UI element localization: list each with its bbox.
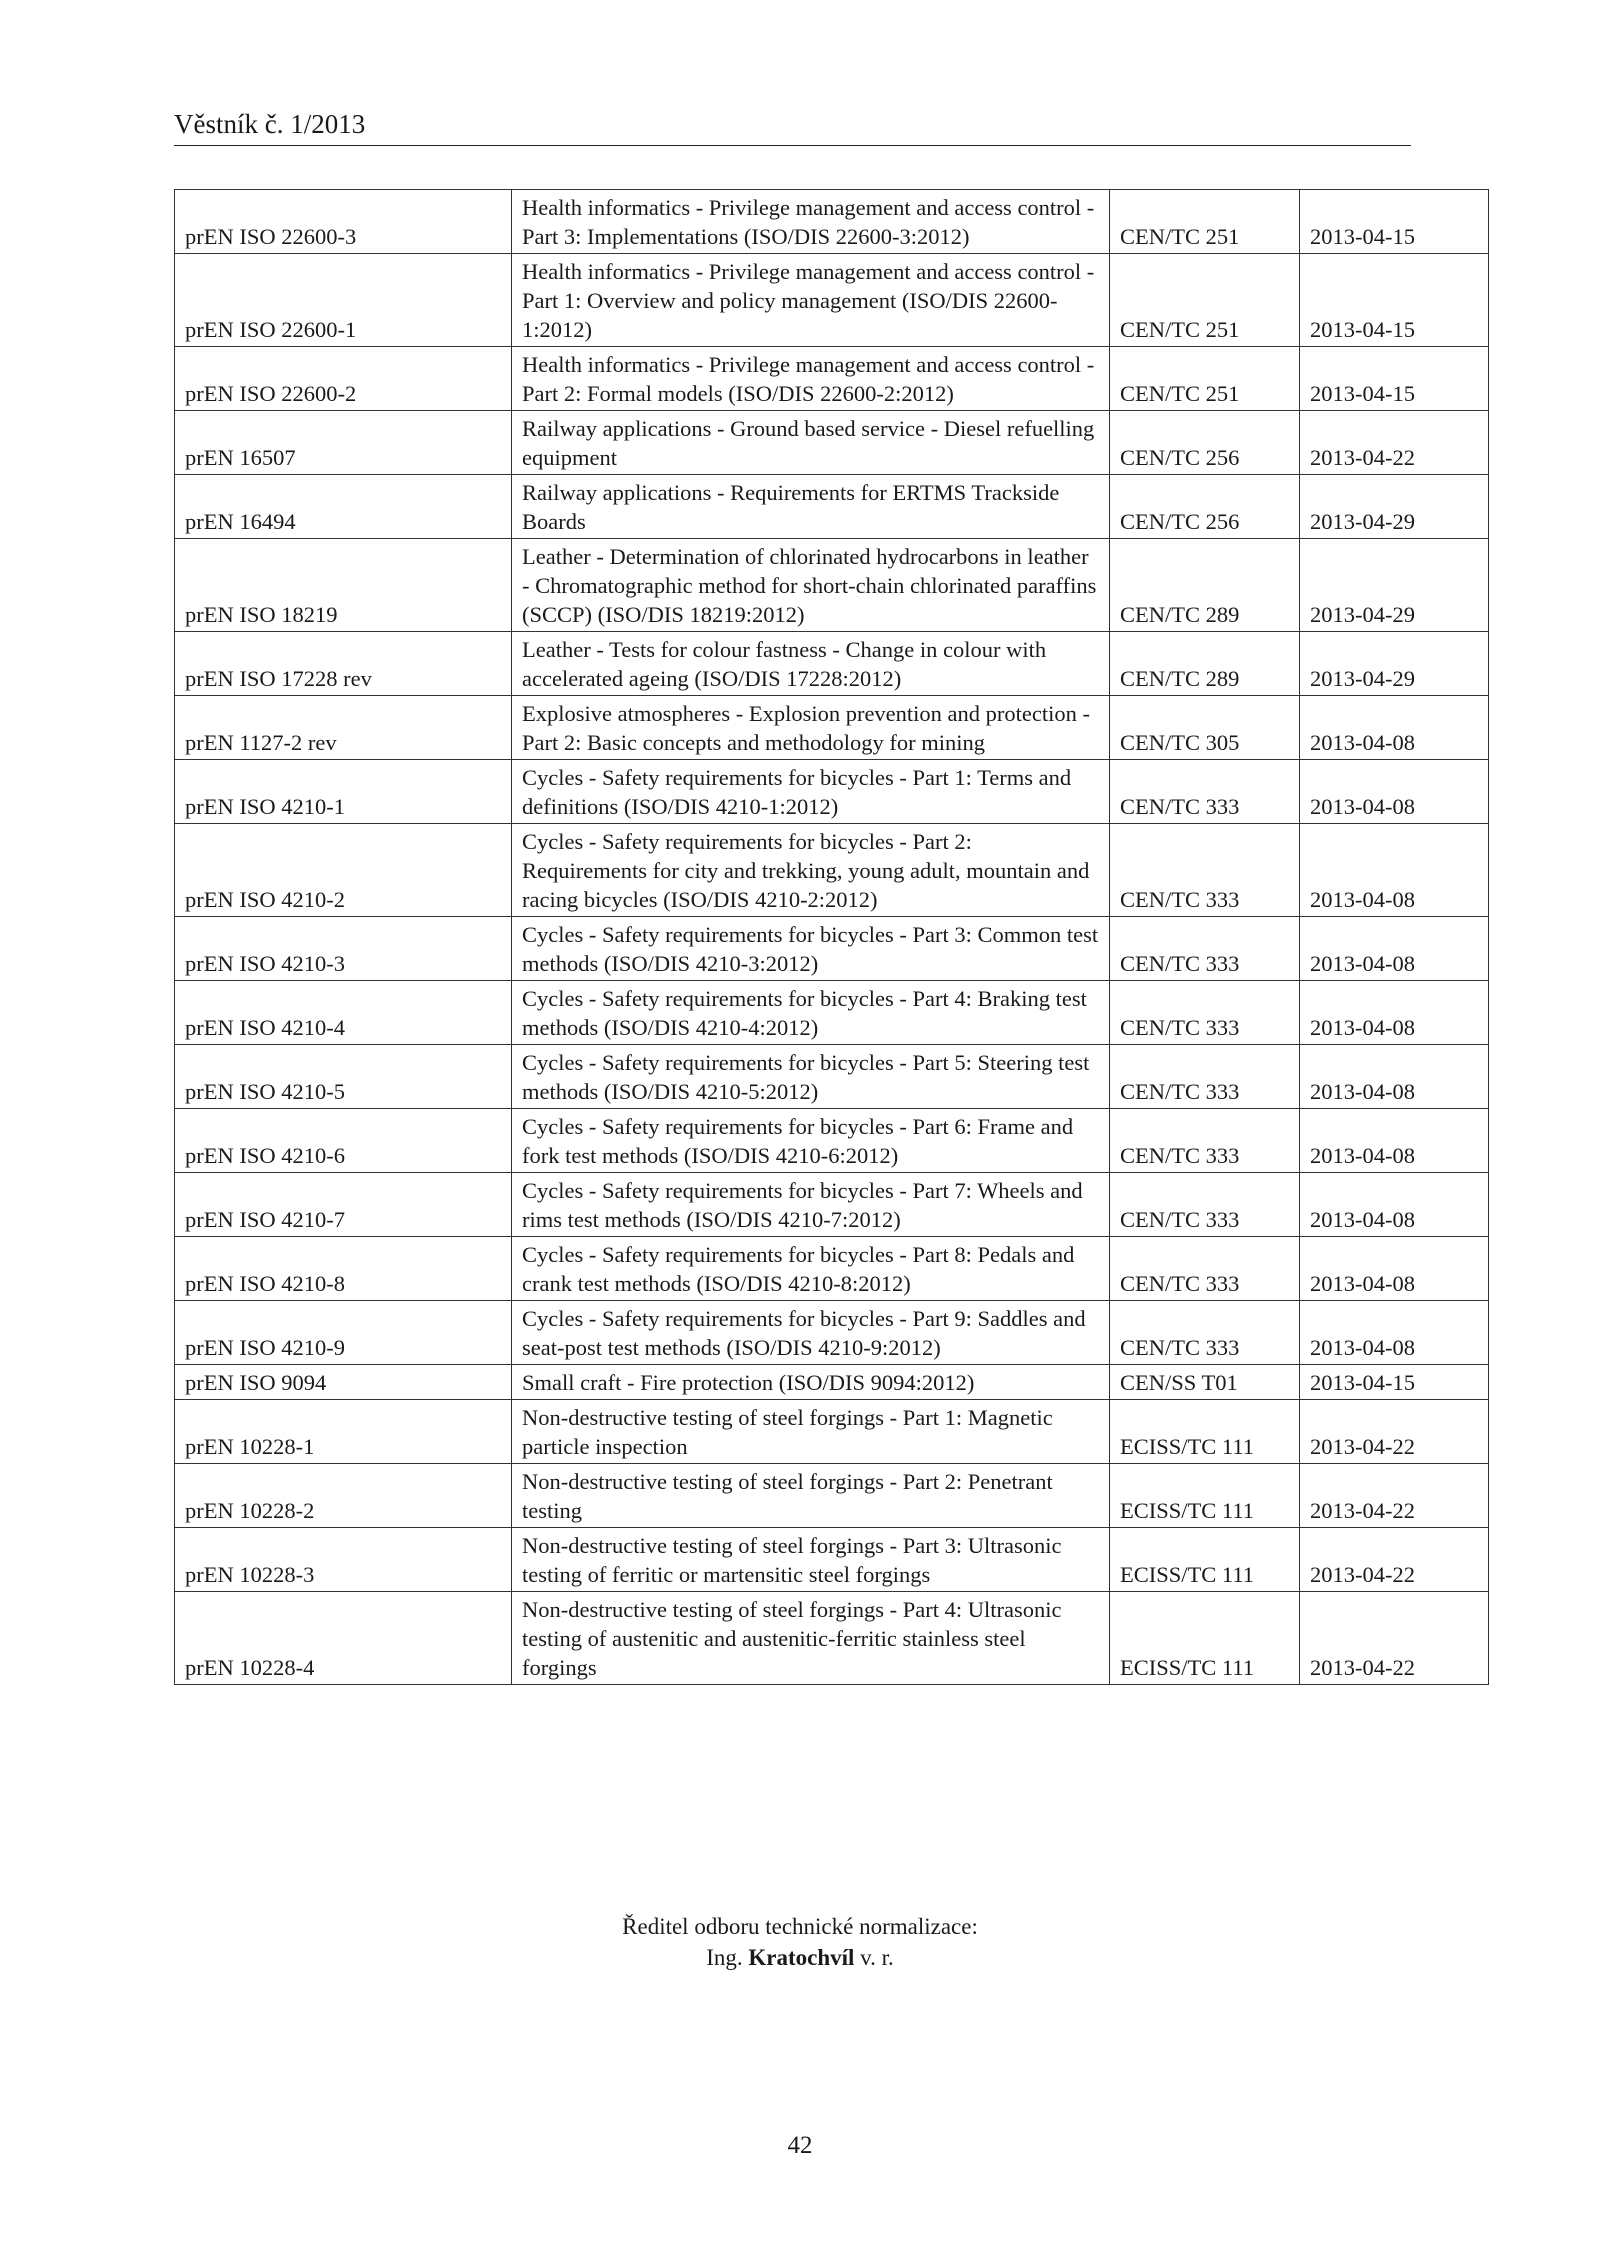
deadline-date-cell: 2013-04-08 — [1300, 696, 1489, 760]
standard-code-cell: prEN ISO 4210-7 — [175, 1173, 512, 1237]
table-row — [175, 1365, 1489, 1400]
deadline-date-cell: 2013-04-08 — [1300, 917, 1489, 981]
table-row — [175, 1173, 1489, 1237]
standard-code-cell: prEN 10228-3 — [175, 1528, 512, 1592]
table-row — [175, 347, 1489, 411]
table-row — [175, 1592, 1489, 1685]
technical-committee-cell: ECISS/TC 111 — [1110, 1528, 1300, 1592]
table-row — [175, 696, 1489, 760]
standard-title-cell: Non-destructive testing of steel forgings - Part 2: Penetrant testing — [512, 1464, 1110, 1528]
technical-committee-cell: CEN/TC 333 — [1110, 1045, 1300, 1109]
standard-code-cell: prEN 10228-4 — [175, 1592, 512, 1685]
technical-committee-cell: CEN/TC 305 — [1110, 696, 1300, 760]
standard-title-cell: Leather - Tests for colour fastness - Change in colour with accelerated ageing (ISO/DIS 17228:2012) — [512, 632, 1110, 696]
technical-committee-cell: CEN/TC 333 — [1110, 824, 1300, 917]
page-header-title: Věstník č. 1/2013 — [174, 109, 366, 139]
technical-committee-cell: ECISS/TC 111 — [1110, 1400, 1300, 1464]
standard-title-cell: Cycles - Safety requirements for bicycles - Part 9: Saddles and seat-post test methods (ISO/DIS 4210-9:2012) — [512, 1301, 1110, 1365]
table-row — [175, 1464, 1489, 1528]
signature-suffix: v. r. — [860, 1945, 894, 1970]
deadline-date-cell: 2013-04-22 — [1300, 1400, 1489, 1464]
deadline-date-cell: 2013-04-08 — [1300, 1237, 1489, 1301]
standard-title-cell: Cycles - Safety requirements for bicycles - Part 8: Pedals and crank test methods (ISO/DIS 4210-8:2012) — [512, 1237, 1110, 1301]
standard-code-cell: prEN ISO 4210-9 — [175, 1301, 512, 1365]
standard-code-cell: prEN ISO 4210-4 — [175, 981, 512, 1045]
signature-prefix: Ing. — [706, 1945, 743, 1970]
deadline-date-cell: 2013-04-22 — [1300, 1528, 1489, 1592]
deadline-date-cell: 2013-04-15 — [1300, 1365, 1489, 1400]
standard-title-cell: Leather - Determination of chlorinated hydrocarbons in leather - Chromatographic method for short-chain chlorinated paraffins (SCCP) (ISO/DIS 18219:2012) — [512, 539, 1110, 632]
deadline-date-cell: 2013-04-29 — [1300, 632, 1489, 696]
table-row — [175, 981, 1489, 1045]
standard-title-cell: Non-destructive testing of steel forgings - Part 4: Ultrasonic testing of austenitic and austenitic-ferritic stainless steel forgings — [512, 1592, 1110, 1685]
technical-committee-cell: CEN/TC 251 — [1110, 254, 1300, 347]
deadline-date-cell: 2013-04-15 — [1300, 190, 1489, 254]
table-row — [175, 1301, 1489, 1365]
table-row — [175, 632, 1489, 696]
standard-title-cell: Railway applications - Requirements for ERTMS Trackside Boards — [512, 475, 1110, 539]
technical-committee-cell: CEN/TC 333 — [1110, 917, 1300, 981]
standard-title-cell: Health informatics - Privilege management and access control - Part 3: Implementations (ISO/DIS 22600-3:2012) — [512, 190, 1110, 254]
deadline-date-cell: 2013-04-22 — [1300, 411, 1489, 475]
table-row — [175, 539, 1489, 632]
standard-title-cell: Non-destructive testing of steel forgings - Part 1: Magnetic particle inspection — [512, 1400, 1110, 1464]
technical-committee-cell: ECISS/TC 111 — [1110, 1464, 1300, 1528]
technical-committee-cell: CEN/TC 256 — [1110, 411, 1300, 475]
deadline-date-cell: 2013-04-15 — [1300, 254, 1489, 347]
deadline-date-cell: 2013-04-08 — [1300, 1301, 1489, 1365]
table-row — [175, 254, 1489, 347]
page-number: 42 — [787, 2132, 813, 2159]
standard-code-cell: prEN ISO 4210-6 — [175, 1109, 512, 1173]
standard-code-cell: prEN 10228-1 — [175, 1400, 512, 1464]
deadline-date-cell: 2013-04-22 — [1300, 1464, 1489, 1528]
standard-title-cell: Cycles - Safety requirements for bicycles - Part 1: Terms and definitions (ISO/DIS 4210-1:2012) — [512, 760, 1110, 824]
standard-code-cell: prEN 10228-2 — [175, 1464, 512, 1528]
deadline-date-cell: 2013-04-08 — [1300, 1045, 1489, 1109]
standard-code-cell: prEN ISO 22600-2 — [175, 347, 512, 411]
technical-committee-cell: CEN/TC 289 — [1110, 539, 1300, 632]
technical-committee-cell: CEN/TC 251 — [1110, 190, 1300, 254]
standard-code-cell: prEN ISO 4210-5 — [175, 1045, 512, 1109]
technical-committee-cell: CEN/TC 333 — [1110, 1237, 1300, 1301]
standard-title-cell: Cycles - Safety requirements for bicycles - Part 6: Frame and fork test methods (ISO/DIS 4210-6:2012) — [512, 1109, 1110, 1173]
standard-title-cell: Cycles - Safety requirements for bicycles - Part 5: Steering test methods (ISO/DIS 4210-5:2012) — [512, 1045, 1110, 1109]
technical-committee-cell: CEN/TC 333 — [1110, 1109, 1300, 1173]
standard-code-cell: prEN ISO 4210-8 — [175, 1237, 512, 1301]
technical-committee-cell: CEN/TC 251 — [1110, 347, 1300, 411]
deadline-date-cell: 2013-04-29 — [1300, 475, 1489, 539]
table-row — [175, 411, 1489, 475]
standard-title-cell: Railway applications - Ground based service - Diesel refuelling equipment — [512, 411, 1110, 475]
standard-code-cell: prEN ISO 4210-2 — [175, 824, 512, 917]
standard-title-cell: Cycles - Safety requirements for bicycles - Part 3: Common test methods (ISO/DIS 4210-3:2012) — [512, 917, 1110, 981]
table-row — [175, 475, 1489, 539]
standard-title-cell: Cycles - Safety requirements for bicycles - Part 7: Wheels and rims test methods (ISO/DIS 4210-7:2012) — [512, 1173, 1110, 1237]
deadline-date-cell: 2013-04-08 — [1300, 824, 1489, 917]
table-row — [175, 190, 1489, 254]
deadline-date-cell: 2013-04-22 — [1300, 1592, 1489, 1685]
table-row — [175, 1045, 1489, 1109]
deadline-date-cell: 2013-04-15 — [1300, 347, 1489, 411]
standard-title-cell: Health informatics - Privilege management and access control - Part 2: Formal models (ISO/DIS 22600-2:2012) — [512, 347, 1110, 411]
standard-title-cell: Cycles - Safety requirements for bicycles - Part 4: Braking test methods (ISO/DIS 4210-4:2012) — [512, 981, 1110, 1045]
deadline-date-cell: 2013-04-29 — [1300, 539, 1489, 632]
standards-table — [174, 189, 1489, 1685]
standard-code-cell: prEN ISO 18219 — [175, 539, 512, 632]
table-row — [175, 917, 1489, 981]
table-row — [175, 824, 1489, 917]
standard-code-cell: prEN ISO 22600-1 — [175, 254, 512, 347]
signature-name: Kratochvíl — [748, 1945, 855, 1970]
header-divider — [174, 145, 1411, 146]
technical-committee-cell: CEN/TC 256 — [1110, 475, 1300, 539]
technical-committee-cell: CEN/SS T01 — [1110, 1365, 1300, 1400]
deadline-date-cell: 2013-04-08 — [1300, 981, 1489, 1045]
technical-committee-cell: CEN/TC 333 — [1110, 981, 1300, 1045]
standard-code-cell: prEN ISO 4210-1 — [175, 760, 512, 824]
technical-committee-cell: CEN/TC 333 — [1110, 1301, 1300, 1365]
table-row — [175, 1109, 1489, 1173]
standard-code-cell: prEN 16507 — [175, 411, 512, 475]
standard-code-cell: prEN 16494 — [175, 475, 512, 539]
standard-code-cell: prEN ISO 4210-3 — [175, 917, 512, 981]
table-row — [175, 1237, 1489, 1301]
signature-name-line — [0, 1942, 1600, 1973]
standard-code-cell: prEN ISO 17228 rev — [175, 632, 512, 696]
technical-committee-cell: CEN/TC 333 — [1110, 760, 1300, 824]
deadline-date-cell: 2013-04-08 — [1300, 760, 1489, 824]
standard-code-cell: prEN ISO 22600-3 — [175, 190, 512, 254]
table-row — [175, 1400, 1489, 1464]
standard-title-cell: Small craft - Fire protection (ISO/DIS 9094:2012) — [512, 1365, 1110, 1400]
signature-role: Ředitel odboru technické normalizace: — [622, 1914, 978, 1939]
standard-title-cell: Explosive atmospheres - Explosion prevention and protection - Part 2: Basic concepts and methodology for mining — [512, 696, 1110, 760]
table-row — [175, 1528, 1489, 1592]
standard-title-cell: Non-destructive testing of steel forgings - Part 3: Ultrasonic testing of ferritic or martensitic steel forgings — [512, 1528, 1110, 1592]
table-row — [175, 760, 1489, 824]
technical-committee-cell: CEN/TC 289 — [1110, 632, 1300, 696]
technical-committee-cell: ECISS/TC 111 — [1110, 1592, 1300, 1685]
standard-title-cell: Health informatics - Privilege management and access control - Part 1: Overview and policy management (ISO/DIS 22600-1:2012) — [512, 254, 1110, 347]
deadline-date-cell: 2013-04-08 — [1300, 1173, 1489, 1237]
standard-title-cell: Cycles - Safety requirements for bicycles - Part 2: Requirements for city and trekking, young adult, mountain and racing bicycles (ISO/DIS 4210-2:2012) — [512, 824, 1110, 917]
deadline-date-cell: 2013-04-08 — [1300, 1109, 1489, 1173]
standards-table-body — [175, 190, 1489, 1685]
standard-code-cell: prEN 1127-2 rev — [175, 696, 512, 760]
standard-code-cell: prEN ISO 9094 — [175, 1365, 512, 1400]
technical-committee-cell: CEN/TC 333 — [1110, 1173, 1300, 1237]
